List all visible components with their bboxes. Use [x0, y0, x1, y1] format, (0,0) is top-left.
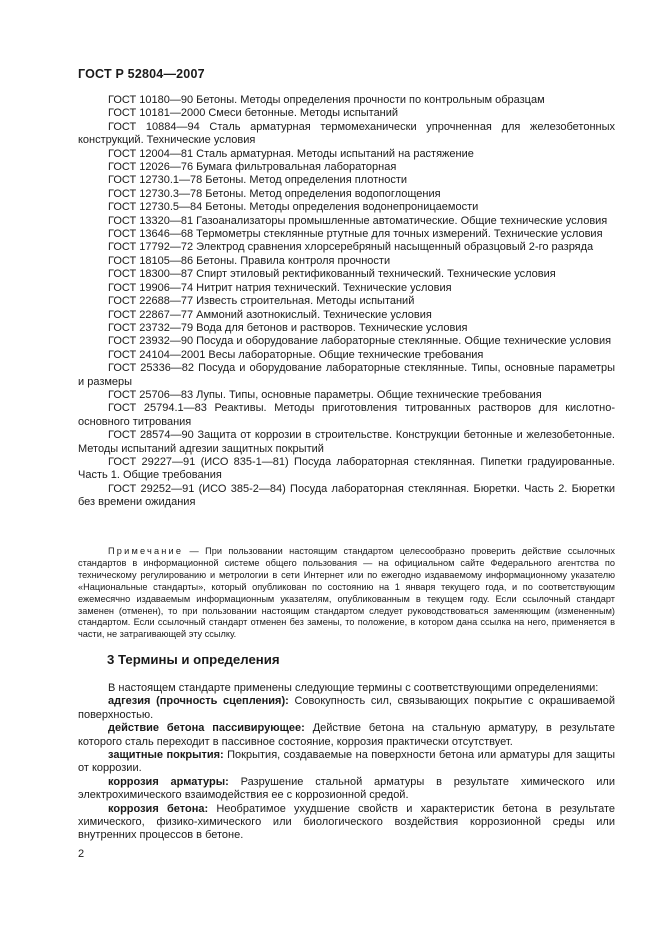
term-name: защитные покрытия: [108, 749, 224, 762]
reference-item: ГОСТ 17792—72 Электрод сравнения хлорсеребряный насыщенный образцовый 2-го разряда [108, 241, 594, 254]
reference-item: ГОСТ 10180—90 Бетоны. Методы определения прочности по контрольным образцам [108, 94, 545, 106]
reference-item: ГОСТ 12730.5—84 Бетоны. Методы определения водонепроницаемости [108, 201, 479, 214]
reference-item: ГОСТ 29252—91 (ИСО 385-2—84) Посуда лабораторная стеклянная. Бюретки. Часть 2. Бюретки без времени ожидания [78, 482, 615, 509]
term-entry [78, 695, 615, 722]
reference-item: ГОСТ 29227—91 (ИСО 835-1—81) Посуда лабораторная стеклянная. Пипетки градуированные. Часть 1. Общие требования [78, 455, 615, 482]
term-entry [78, 722, 615, 749]
term-name: действие бетона пассивирующее: [108, 722, 305, 735]
reference-item: ГОСТ 12730.3—78 Бетоны. Метод определения водопоглощения [108, 187, 441, 200]
term-name: коррозия арматуры: [108, 775, 229, 788]
reference-item: ГОСТ 12004—81 Сталь арматурная. Методы испытаний на растяжение [108, 147, 474, 160]
note-text: — При пользовании настоящим стандартом целесообразно проверить действие ссылочных стандартов в информационной системе общего пользования — на официальном сайте Федерального агентства по техническому регулированию и метрологии в сети Интернет или по ежегодно издаваемому информационному указателю «Национальные стандарты», который опубликован по состоянию на 1 января текущего года, и по соответствующим ежемесячно издаваемым информационным указателям, опубликованным в текущем году. Если ссылочный стандарт заменен (отменен), то при пользовании настоящим стандартом следует руководствоваться заменяющим (измененным) стандартом. Если ссылочный стандарт отменен без замены, то положение, в котором дана ссылка на него, применяется в части, не затрагивающей эту ссылку. [78, 546, 615, 640]
reference-item: ГОСТ 18300—87 Спирт этиловый ректификованный технический. Технические условия [108, 268, 556, 281]
term-name: адгезия (прочность сцепления): [108, 695, 289, 708]
term-definition: Покрытия, создаваемые на поверхности бетона или арматуры для защиты от коррозии. [78, 749, 615, 775]
term-definition: Действие бетона на стальную арматуру, в результате которого сталь переходит в пассивное состояние, коррозия практически отсутствует. [78, 722, 615, 748]
normative-references-list [78, 94, 615, 510]
reference-item: ГОСТ 25794.1—83 Реактивы. Методы приготовления титрованных растворов для кислотно-основного титрования [78, 402, 615, 428]
reference-item: ГОСТ 23732—79 Вода для бетонов и растворов. Технические условия [108, 321, 468, 334]
reference-item: ГОСТ 13320—81 Газоанализаторы промышленные автоматические. Общие технические условия [108, 214, 608, 227]
term-name: коррозия бетона: [108, 802, 209, 815]
note-label: Примечание [108, 546, 184, 556]
document-header: ГОСТ Р 52804—2007 [78, 67, 205, 81]
reference-item: ГОСТ 25706—83 Лупы. Типы, основные параметры. Общие технические требования [108, 388, 542, 401]
term-entry [78, 803, 615, 843]
reference-item: ГОСТ 28574—90 Защита от коррозии в строительстве. Конструкции бетонные и железобетонные. Методы испытаний адгезии защитных покрытий [78, 429, 615, 455]
reference-item: ГОСТ 18105—86 Бетоны. Правила контроля прочности [108, 254, 391, 267]
page-number: 2 [78, 848, 85, 860]
term-entry [78, 776, 615, 803]
reference-item: ГОСТ 24104—2001 Весы лабораторные. Общие технические требования [108, 348, 484, 361]
section-title: 3 Термины и определения [107, 652, 280, 667]
reference-item: ГОСТ 12730.1—78 Бетоны. Метод определения плотности [108, 174, 407, 187]
note-paragraph [78, 546, 615, 641]
terms-definitions [78, 682, 615, 843]
reference-item: ГОСТ 13646—68 Термометры стеклянные ртутные для точных измерений. Технические условия [108, 228, 603, 241]
term-definition: Совокупность сил, связывающих покрытие с окрашиваемой поверхностью. [78, 695, 616, 721]
reference-item: ГОСТ 10884—94 Сталь арматурная термомеханически упрочненная для железобетонных конструкций. Технические условия [78, 120, 615, 147]
reference-item: ГОСТ 12026—76 Бумага фильтровальная лабораторная [108, 161, 397, 174]
reference-item: ГОСТ 23932—90 Посуда и оборудование лабораторные стеклянные. Общие технические условия [108, 335, 612, 348]
reference-item: ГОСТ 22688—77 Известь строительная. Методы испытаний [108, 295, 415, 308]
reference-item: ГОСТ 19906—74 Нитрит натрия технический. Технические условия [108, 281, 452, 294]
terms-intro: В настоящем стандарте применены следующие термины с соответствующими определениями: [108, 682, 599, 694]
term-definition: Необратимое ухудшение свойств и характеристик бетона в результате химического, физико-химического или биологического воздействия коррозионной среды или внутренних процессов в бетоне. [78, 802, 615, 842]
reference-item: ГОСТ 25336—82 Посуда и оборудование лабораторные стеклянные. Типы, основные параметры и размеры [78, 362, 615, 388]
term-entry [78, 749, 615, 776]
reference-item: ГОСТ 22867—77 Аммоний азотнокислый. Технические условия [108, 308, 432, 321]
term-definition: Разрушение стальной арматуры в результате химического или электрохимического взаимодействия ее с коррозионной средой. [78, 775, 615, 802]
reference-item: ГОСТ 10181—2000 Смеси бетонные. Методы испытаний [108, 107, 399, 120]
